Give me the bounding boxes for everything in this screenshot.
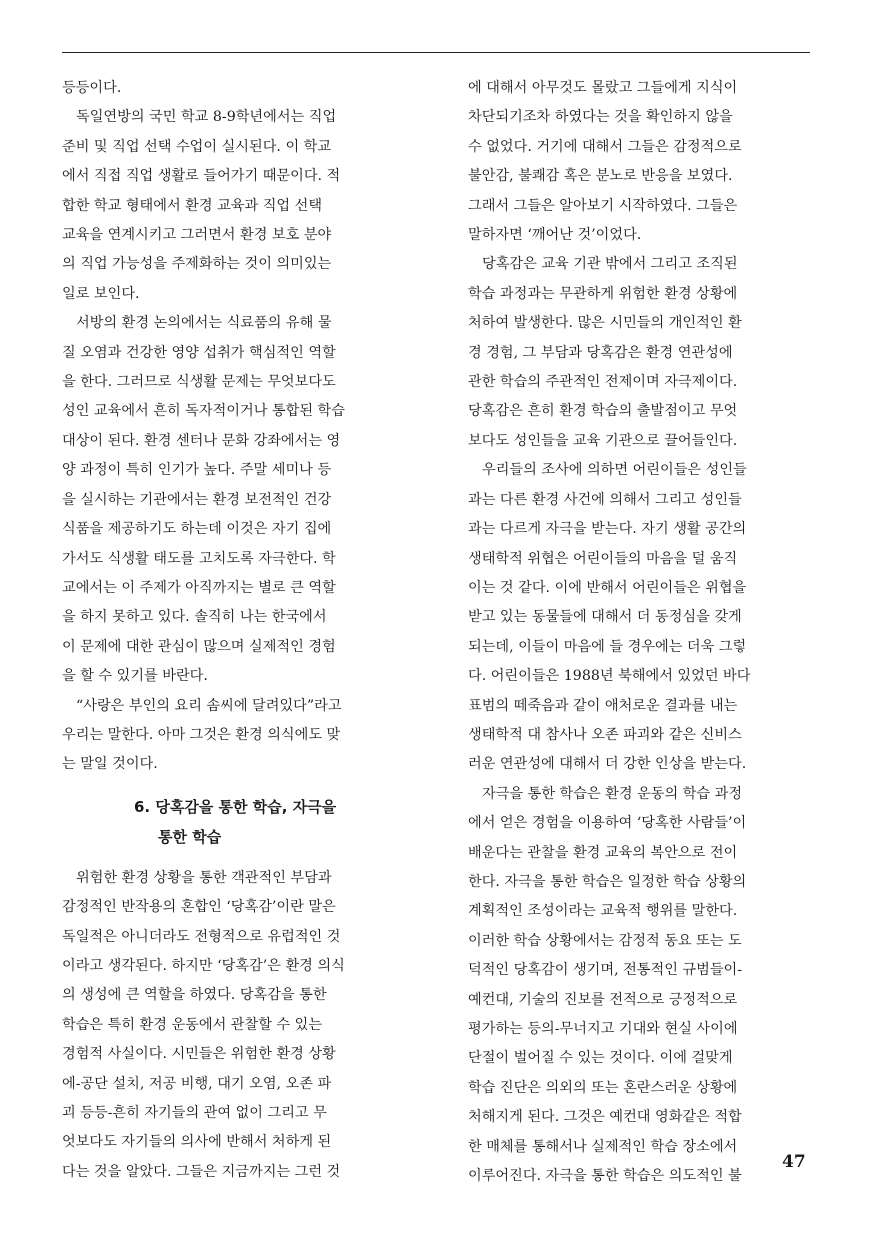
- paragraph: [62, 692, 414, 780]
- text-line: 서방의 환경 논의에서는 식료품의 유해 물: [76, 315, 332, 332]
- text-line: 의 생성에 큰 역할을 하였다. 당혹감을 통한: [62, 987, 327, 1004]
- text-line: 당혹감은 교육 기관 밖에서 그리고 조직된: [482, 256, 738, 273]
- paragraph: [468, 250, 818, 456]
- text-line: 등등이다.: [62, 80, 122, 96]
- text-line: 과는 다른 환경 사건에 의해서 그리고 성인들: [468, 491, 742, 508]
- text-line: 교에서는 이 주제가 아직까지는 별로 큰 역할: [62, 579, 336, 596]
- text-line: 이라고 생각된다. 하지만 ‘당혹감’은 환경 의식: [62, 957, 345, 974]
- text-line: 차단되기조차 하였다는 것을 확인하지 않을: [468, 109, 733, 126]
- paragraph: [468, 74, 818, 250]
- text-line: 예컨대, 기술의 진보를 전적으로 긍정적으로: [468, 991, 738, 1008]
- text-line: 보다도 성인들을 교육 기관으로 끌어들인다.: [468, 432, 738, 449]
- text-line: 질 오염과 건강한 영양 섭취가 핵심적인 역할: [62, 344, 336, 361]
- text-line: 수 없었다. 거기에 대해서 그들은 감정적으로: [468, 138, 742, 155]
- section-heading: [62, 792, 414, 852]
- section-heading-line-2: 통한 학습: [158, 827, 222, 846]
- text-line: 생태학적 위협은 어린이들의 마음을 덜 움직: [468, 550, 738, 567]
- text-line: 위험한 환경 상황을 통한 객관적인 부담과: [76, 869, 332, 886]
- paragraph: [468, 780, 818, 1192]
- text-line: 성인 교육에서 흔히 독자적이거나 통합된 학습: [62, 403, 345, 420]
- text-line: 을 하지 못하고 있다. 솔직히 나는 한국에서: [62, 609, 327, 626]
- text-line: 표범의 떼죽음과 같이 애처로운 결과를 내는: [468, 697, 738, 714]
- text-line: 을 할 수 있기를 바란다.: [62, 668, 208, 685]
- text-line: 에서 얻은 경험을 이용하여 ‘당혹한 사람들’이: [468, 815, 747, 832]
- text-line: 을 실시하는 기관에서는 환경 보전적인 건강: [62, 491, 332, 508]
- text-line: 말하자면 ‘깨어난 것’이었다.: [468, 227, 642, 244]
- paragraph: [62, 309, 414, 691]
- text-line: 이루어진다. 자극을 통한 학습은 의도적인 불: [468, 1168, 742, 1185]
- text-line: 양 과정이 특히 인기가 높다. 주말 세미나 등: [62, 462, 332, 479]
- text-line: 러운 연관성에 대해서 더 강한 인상을 받는다.: [468, 756, 747, 773]
- text-line: 을 한다. 그러므로 식생활 문제는 무엇보다도: [62, 374, 336, 391]
- text-line: 경험적 사실이다. 시민들은 위험한 환경 상황: [62, 1046, 336, 1063]
- text-line: 이러한 학습 상황에서는 감정적 동요 또는 도: [468, 932, 742, 949]
- text-line: 한 매체를 통해서나 실제적인 학습 장소에서: [468, 1138, 738, 1155]
- text-line: 교육을 연계시키고 그러면서 환경 보호 분야: [62, 227, 332, 244]
- text-line: 처하여 발생한다. 많은 시민들의 개인적인 환: [468, 315, 742, 332]
- text-line: 되는데, 이들이 마음에 들 경우에는 더욱 그렇: [468, 638, 747, 655]
- text-line: 준비 및 직업 선택 수업이 실시된다. 이 학교: [62, 138, 332, 155]
- text-line: 덕적인 당혹감이 생기며, 전통적인 규범들이-: [468, 962, 743, 979]
- text-line: 우리는 말한다. 아마 그것은 환경 의식에도 맞: [62, 726, 341, 743]
- text-line: 그래서 그들은 알아보기 시작하였다. 그들은: [468, 197, 738, 214]
- right-column: [468, 74, 818, 1191]
- text-line: 대상이 된다. 환경 센터나 문화 강좌에서는 영: [62, 432, 341, 449]
- text-line: 당혹감은 흔히 환경 학습의 출발점이고 무엇: [468, 403, 738, 420]
- text-line: 이는 것 같다. 이에 반해서 어린이들은 위협을: [468, 579, 747, 596]
- paragraph: [468, 456, 818, 779]
- text-line: 일로 보인다.: [62, 285, 140, 302]
- text-line: 의 직업 가능성을 주제화하는 것이 의미있는: [62, 256, 332, 273]
- left-column: [62, 74, 414, 1187]
- text-line: 자극을 통한 학습은 환경 운동의 학습 과정: [482, 785, 743, 802]
- text-line: 처해지게 된다. 그것은 예컨대 영화같은 적합: [468, 1109, 742, 1126]
- paragraph: [62, 864, 414, 1187]
- text-line: 계획적인 조성이라는 교육적 행위를 말한다.: [468, 903, 738, 920]
- text-line: 이 문제에 대한 관심이 많으며 실제적인 경험: [62, 638, 336, 655]
- text-line: 우리들의 조사에 의하면 어린이들은 성인들: [482, 462, 747, 479]
- text-line: 평가하는 등의-무너지고 기대와 현실 사이에: [468, 1021, 738, 1037]
- text-line: 생태학적 대 참사나 오존 파괴와 같은 신비스: [468, 726, 742, 743]
- section-heading-line-1: 6. 당혹감을 통한 학습, 자극을: [134, 797, 337, 816]
- text-line: 받고 있는 동물들에 대해서 더 동정심을 갖게: [468, 609, 742, 626]
- header-rule: [62, 52, 810, 53]
- text-line: 에 대해서 아무것도 몰랐고 그들에게 지식이: [468, 80, 738, 96]
- paragraph: [62, 74, 414, 103]
- text-line: 독일적은 아니더라도 전형적으로 유럽적인 것: [62, 928, 341, 945]
- text-line: 에서 직접 직업 생활로 들어가기 때문이다. 적: [62, 168, 341, 185]
- page-number: 47: [782, 1152, 806, 1172]
- text-line: 다. 어린이들은 1988년 북해에서 있었던 바다: [468, 668, 751, 685]
- text-line: 학습 진단은 의외의 또는 혼란스러운 상황에: [468, 1079, 738, 1096]
- text-line: 괴 등등-흔히 자기들의 관여 없이 그리고 무: [62, 1105, 327, 1121]
- text-line: 배운다는 관찰을 환경 교육의 복안으로 전이: [468, 844, 738, 861]
- text-line: 불안감, 불쾌감 혹은 분노로 반응을 보였다.: [468, 168, 733, 185]
- text-line: 단절이 벌어질 수 있는 것이다. 이에 걸맞게: [468, 1050, 733, 1067]
- text-line: 학습 과정과는 무관하게 위험한 환경 상황에: [468, 285, 738, 302]
- text-line: 한다. 자극을 통한 학습은 일정한 학습 상황의: [468, 873, 747, 890]
- text-line: 식품을 제공하기도 하는데 이것은 자기 집에: [62, 521, 332, 538]
- text-line: 가서도 식생활 태도를 고치도록 자극한다. 학: [62, 550, 336, 567]
- text-line: 엇보다도 자기들의 의사에 반해서 처하게 된: [62, 1134, 332, 1151]
- text-line: 는 말일 것이다.: [62, 756, 158, 773]
- text-line: 다는 것을 알았다. 그들은 지금까지는 그런 것: [62, 1163, 341, 1180]
- text-line: 감정적인 반작용의 혼합인 ‘당혹감’이란 말은: [62, 899, 336, 916]
- text-line: 독일연방의 국민 학교 8-9학년에서는 직업: [76, 109, 337, 126]
- text-line: “사랑은 부인의 요리 솜씨에 달려있다”라고: [76, 697, 342, 714]
- paragraph: [62, 103, 414, 309]
- text-line: 에-공단 설치, 저공 비행, 대기 오염, 오존 파: [62, 1075, 332, 1092]
- text-line: 경 경험, 그 부담과 당혹감은 환경 연관성에: [468, 344, 733, 361]
- text-line: 과는 다르게 자극을 받는다. 자기 생활 공간의: [468, 521, 747, 538]
- text-line: 합한 학교 형태에서 환경 교육과 직업 선택: [62, 197, 323, 214]
- text-line: 관한 학습의 주관적인 전제이며 자극제이다.: [468, 374, 738, 391]
- text-line: 학습은 특히 환경 운동에서 관찰할 수 있는: [62, 1016, 323, 1033]
